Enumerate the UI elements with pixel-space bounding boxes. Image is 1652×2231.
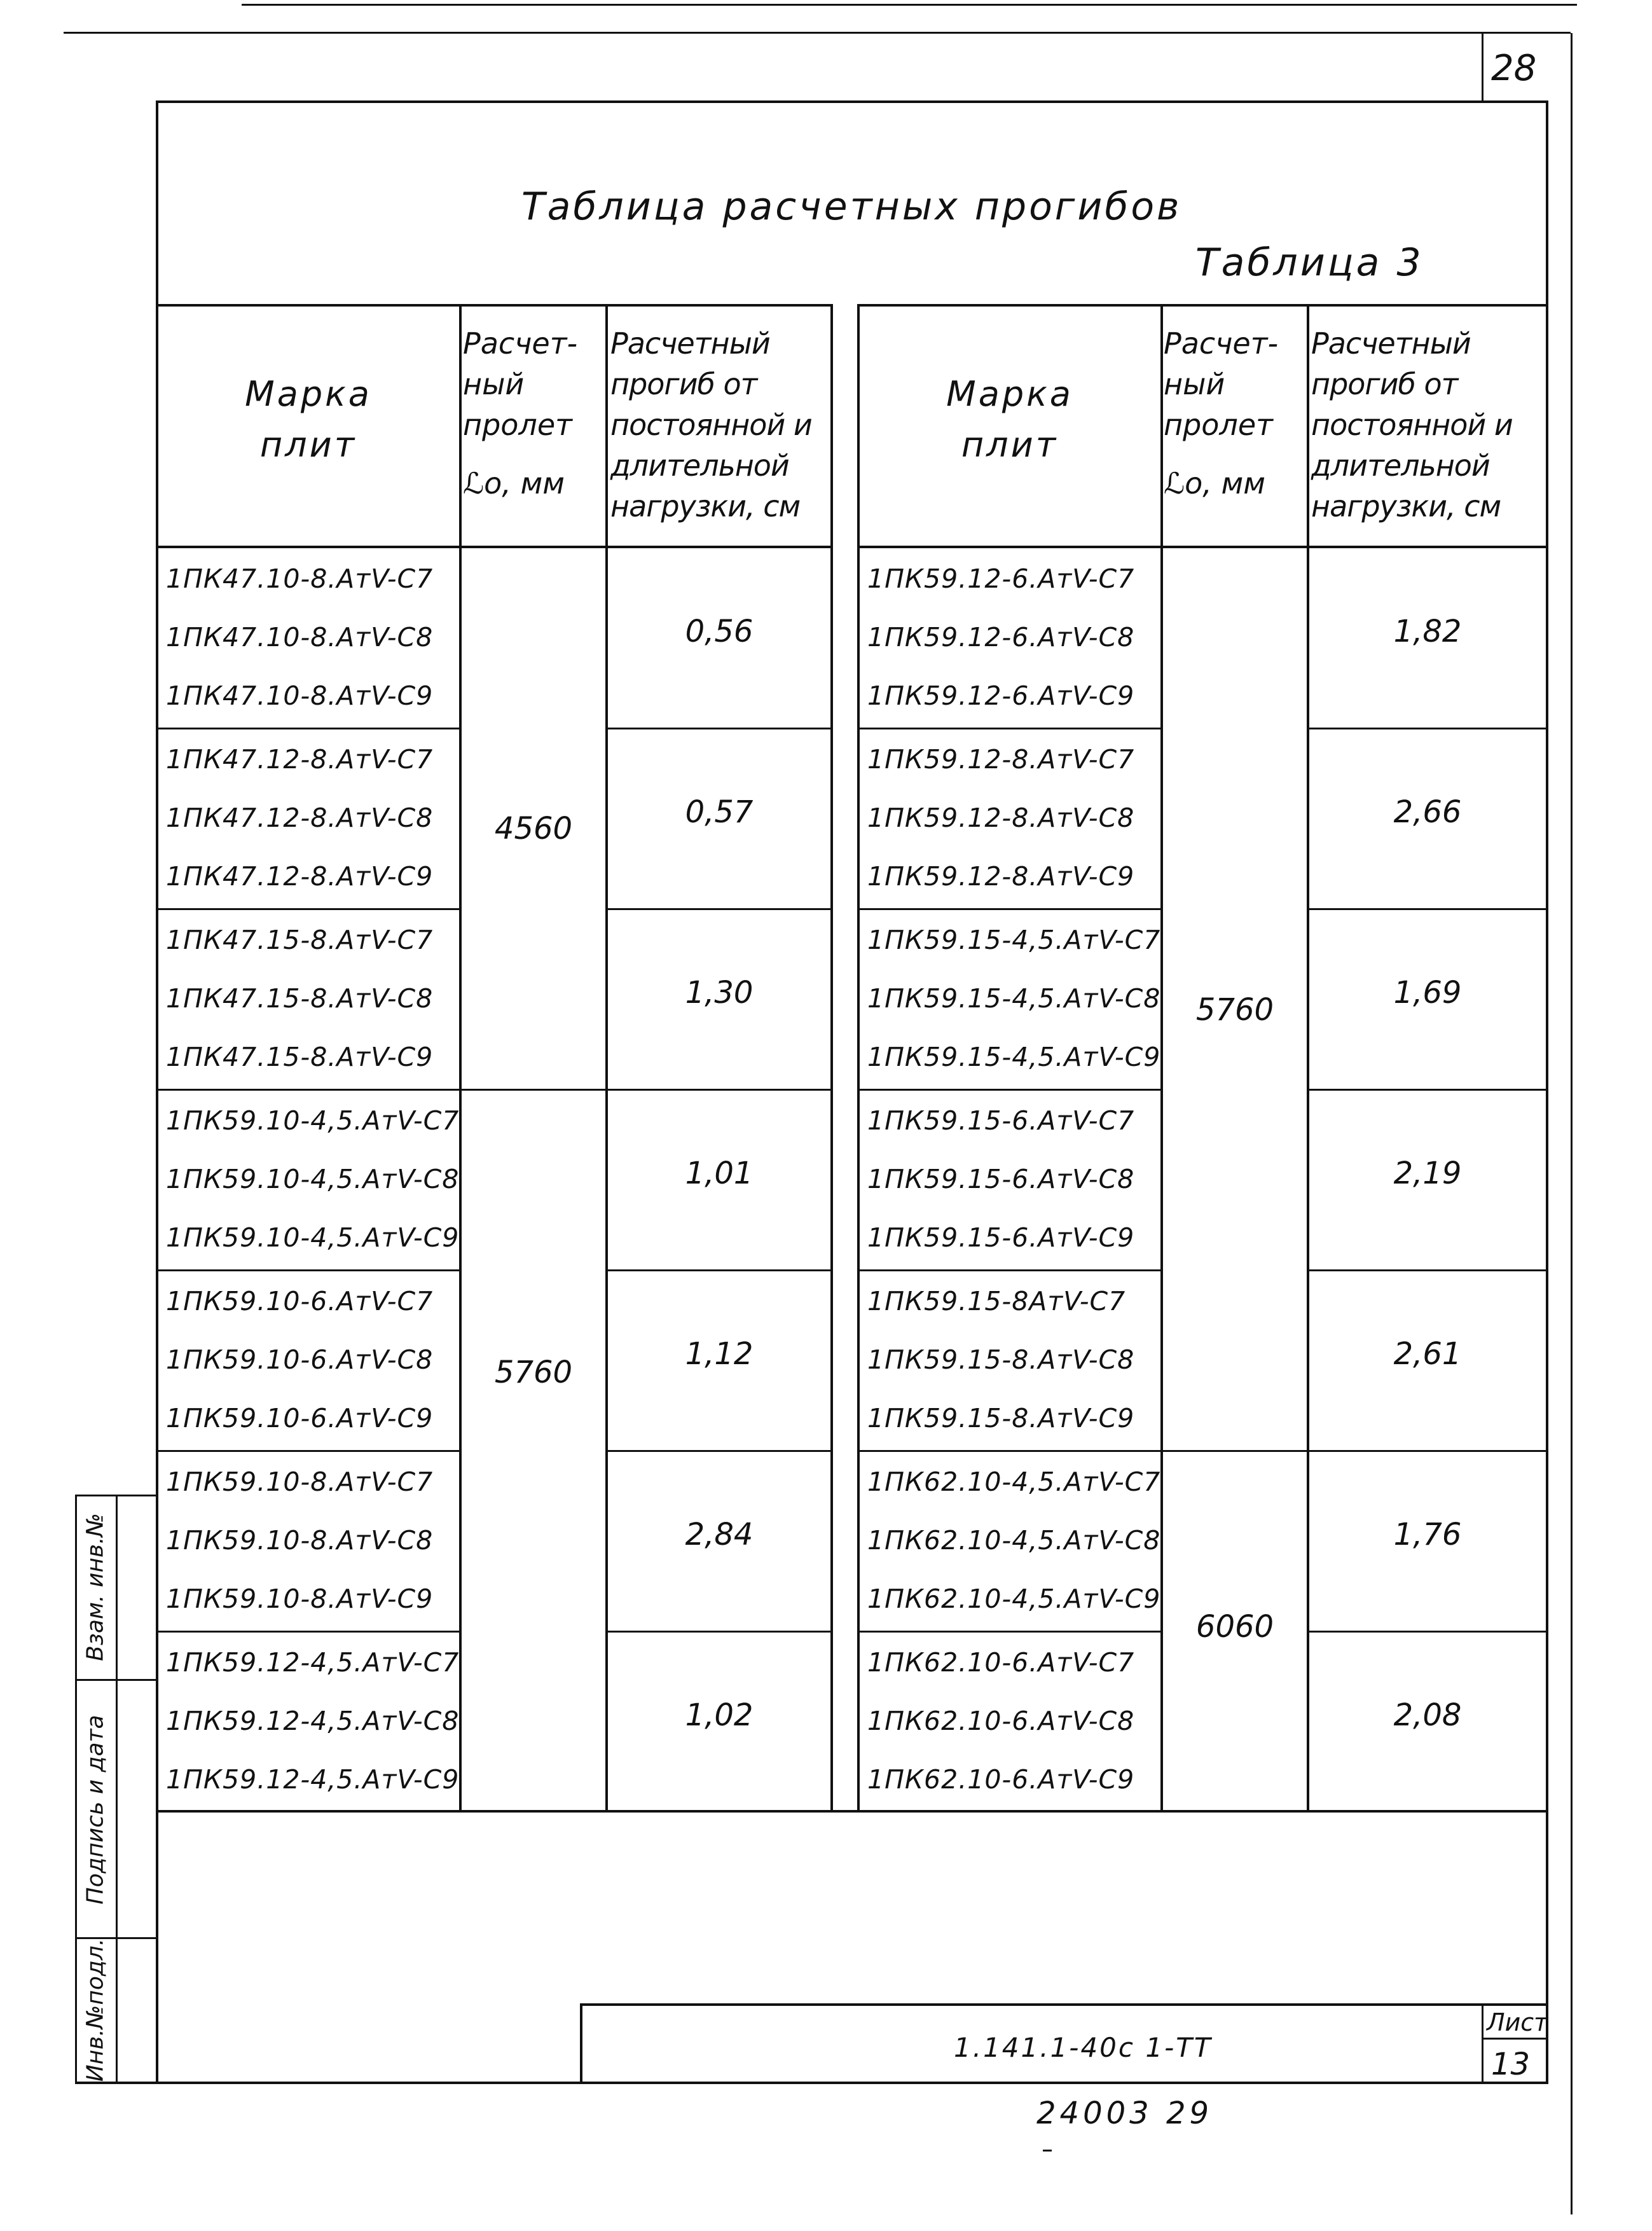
page-number: 28 — [1491, 48, 1537, 89]
right-plate-mark: 1ПК59.15-4,5.АтV-С9 — [867, 1042, 1161, 1072]
left-plate-mark: 1ПК47.15-8.АтV-С9 — [166, 1042, 434, 1072]
left-plate-mark: 1ПК59.10-6.АтV-С9 — [166, 1403, 434, 1433]
left-deflection-separator — [608, 1269, 830, 1271]
sheet-number: 13 — [1491, 2047, 1531, 2082]
right-table-header-bottom — [857, 546, 1548, 548]
right-row-separator — [860, 1631, 1160, 1633]
right-deflection-separator — [1309, 1631, 1546, 1633]
left-plate-mark: 1ПК59.10-4,5.АтV-С9 — [166, 1222, 460, 1253]
left-plate-mark: 1ПК47.15-8.АтV-С8 — [166, 983, 434, 1014]
left-span-value: 5760 — [494, 1355, 573, 1390]
title-block-top — [580, 2003, 1548, 2006]
table-title: Таблица расчетных прогибов — [521, 184, 1182, 229]
table-label: Таблица 3 — [1195, 240, 1424, 285]
stamp-replaced-inv: Взам. инв.№ — [82, 1513, 109, 1661]
right-header-deflection: Расчетный прогиб от постоянной и длительной нагрузки, см — [1311, 326, 1513, 523]
left-deflection-value: 0,56 — [685, 614, 754, 649]
right-plate-mark: 1ПК62.10-6.АтV-С7 — [867, 1647, 1135, 1678]
right-plate-mark: 1ПК59.12-6.АтV-С9 — [867, 680, 1135, 711]
left-row-separator — [158, 728, 459, 729]
stamp-sep-1 — [75, 1679, 158, 1681]
right-deflection-value: 1,76 — [1393, 1517, 1462, 1552]
right-plate-mark: 1ПК59.15-4,5.АтV-С8 — [867, 983, 1161, 1014]
left-plate-mark: 1ПК59.10-6.АтV-С8 — [166, 1344, 434, 1375]
right-plate-mark: 1ПК62.10-4,5.АтV-С7 — [867, 1467, 1161, 1497]
left-plate-mark: 1ПК59.10-8.АтV-С8 — [166, 1525, 434, 1556]
right-col-2 — [1307, 304, 1309, 1811]
frame-top — [156, 100, 1548, 103]
right-plate-mark: 1ПК62.10-6.АтV-С9 — [867, 1764, 1135, 1795]
right-plate-mark: 1ПК59.12-6.АтV-С7 — [867, 563, 1135, 594]
right-plate-mark: 1ПК59.12-8.АтV-С8 — [867, 803, 1135, 833]
left-plate-mark: 1ПК47.10-8.АтV-С8 — [166, 622, 434, 653]
left-row-separator — [158, 1450, 459, 1452]
left-plate-mark: 1ПК59.12-4,5.АтV-С8 — [166, 1706, 460, 1736]
left-plate-mark: 1ПК47.10-8.АтV-С7 — [166, 563, 434, 594]
title-block-sheet-left — [1482, 2003, 1483, 2083]
right-span-value: 6060 — [1195, 1609, 1274, 1645]
right-span-separator — [1163, 1450, 1307, 1452]
right-span-value: 5760 — [1195, 992, 1274, 1028]
right-plate-mark: 1ПК59.15-8.АтV-С9 — [867, 1403, 1135, 1433]
top-rule — [64, 32, 1571, 34]
stamp-outer-left — [75, 1495, 77, 2083]
right-row-separator — [860, 1450, 1160, 1452]
right-plate-mark: 1ПК59.15-4,5.АтV-С7 — [867, 925, 1161, 955]
right-header-span: Расчет- ный пролет ℒо, мм — [1164, 326, 1279, 501]
right-col-1 — [1160, 304, 1163, 1811]
right-plate-mark: 1ПК59.12-8.АтV-С7 — [867, 744, 1135, 775]
right-deflection-value: 1,82 — [1393, 614, 1462, 649]
left-row-separator — [158, 908, 459, 910]
left-row-separator — [158, 1631, 459, 1633]
left-header-span: Расчет- ный пролет ℒо, мм — [463, 326, 578, 501]
right-row-separator — [860, 908, 1160, 910]
page-number-box-left — [1482, 33, 1483, 102]
right-plate-mark: 1ПК59.15-6.АтV-С7 — [867, 1105, 1135, 1136]
right-col-0 — [857, 304, 860, 1811]
left-deflection-value: 2,84 — [685, 1517, 754, 1552]
right-deflection-value: 2,08 — [1393, 1697, 1462, 1733]
right-header-marka: Марка плит — [946, 374, 1073, 465]
left-plate-mark: 1ПК59.10-6.АтV-С7 — [166, 1286, 434, 1316]
right-deflection-value: 1,69 — [1393, 975, 1462, 1011]
frame-left — [156, 100, 158, 2083]
left-plate-mark: 1ПК59.12-4,5.АтV-С7 — [166, 1647, 460, 1678]
left-span-separator — [462, 1089, 605, 1091]
right-plate-mark: 1ПК59.15-6.АтV-С9 — [867, 1222, 1135, 1253]
right-plate-mark: 1ПК59.12-6.АтV-С8 — [867, 622, 1135, 653]
left-row-separator — [158, 1269, 459, 1271]
right-plate-mark: 1ПК62.10-6.АтV-С8 — [867, 1706, 1135, 1736]
left-table-header-bottom — [156, 546, 833, 548]
stamp-signature-date: Подпись и дата — [82, 1715, 109, 1905]
left-deflection-value: 1,30 — [685, 975, 754, 1011]
left-col-2 — [605, 304, 608, 1811]
right-deflection-separator — [1309, 1450, 1546, 1452]
left-span-value: 4560 — [494, 811, 573, 846]
left-plate-mark: 1ПК59.10-8.АтV-С7 — [166, 1467, 434, 1497]
right-deflection-separator — [1309, 728, 1546, 729]
stamp-top — [75, 1495, 158, 1496]
left-deflection-separator — [608, 908, 830, 910]
left-plate-mark: 1ПК59.10-4,5.АтV-С7 — [166, 1105, 460, 1136]
left-deflection-separator — [608, 1450, 830, 1452]
left-plate-mark: 1ПК47.15-8.АтV-С7 — [166, 925, 434, 955]
left-plate-mark: 1ПК47.12-8.АтV-С9 — [166, 861, 434, 892]
left-deflection-value: 1,01 — [685, 1156, 754, 1191]
right-deflection-separator — [1309, 908, 1546, 910]
left-header-marka: Марка плит — [245, 374, 372, 465]
left-plate-mark: 1ПК59.10-8.АтV-С9 — [166, 1584, 434, 1614]
left-deflection-value: 1,12 — [685, 1336, 754, 1372]
right-plate-mark: 1ПК62.10-4,5.АтV-С9 — [867, 1584, 1161, 1614]
stamp-inner-left — [116, 1495, 118, 2083]
left-deflection-separator — [608, 1089, 830, 1091]
right-table-top — [857, 304, 1548, 307]
left-plate-mark: 1ПК47.10-8.АтV-С9 — [166, 680, 434, 711]
top-edge-line — [242, 4, 1577, 6]
right-deflection-separator — [1309, 1269, 1546, 1271]
title-block-left — [580, 2003, 582, 2083]
left-col-3 — [830, 304, 833, 1811]
left-header-deflection: Расчетный прогиб от постоянной и длительной нагрузки, см — [610, 326, 812, 523]
right-plate-mark: 1ПК59.15-8.АтV-С8 — [867, 1344, 1135, 1375]
document-code: 1.141.1-40с 1-ТТ — [954, 2032, 1213, 2063]
right-plate-mark: 1ПК62.10-4,5.АтV-С8 — [867, 1525, 1161, 1556]
right-plate-mark: 1ПК59.15-8АтV-С7 — [867, 1286, 1126, 1316]
left-table-top — [156, 304, 833, 307]
bottom-note: 24003 29 — [1036, 2096, 1213, 2131]
right-row-separator — [860, 1089, 1160, 1091]
right-row-separator — [860, 728, 1160, 729]
right-deflection-value: 2,19 — [1393, 1156, 1462, 1191]
right-deflection-separator — [1309, 1089, 1546, 1091]
left-deflection-value: 1,02 — [685, 1697, 754, 1733]
left-col-1 — [459, 304, 462, 1811]
table-bottom — [156, 1810, 1548, 1813]
title-block-sheet-mid — [1482, 2038, 1548, 2040]
frame-right-outer — [1571, 33, 1573, 2214]
left-row-separator — [158, 1089, 459, 1091]
right-deflection-value: 2,61 — [1393, 1336, 1462, 1372]
right-plate-mark: 1ПК59.12-8.АтV-С9 — [867, 861, 1135, 892]
left-deflection-value: 0,57 — [685, 794, 754, 830]
bottom-dash — [1043, 2150, 1052, 2152]
right-plate-mark: 1ПК59.15-6.АтV-С8 — [867, 1164, 1135, 1194]
sheet-label: Лист — [1487, 2008, 1548, 2036]
left-deflection-separator — [608, 1631, 830, 1633]
left-plate-mark: 1ПК59.10-4,5.АтV-С8 — [166, 1164, 460, 1194]
right-deflection-value: 2,66 — [1393, 794, 1462, 830]
left-plate-mark: 1ПК47.12-8.АтV-С7 — [166, 744, 434, 775]
right-row-separator — [860, 1269, 1160, 1271]
stamp-original-inv: Инв.№подл. — [82, 1938, 109, 2082]
frame-bottom — [75, 2082, 1548, 2084]
left-plate-mark: 1ПК59.12-4,5.АтV-С9 — [166, 1764, 460, 1795]
left-plate-mark: 1ПК47.12-8.АтV-С8 — [166, 803, 434, 833]
left-deflection-separator — [608, 728, 830, 729]
